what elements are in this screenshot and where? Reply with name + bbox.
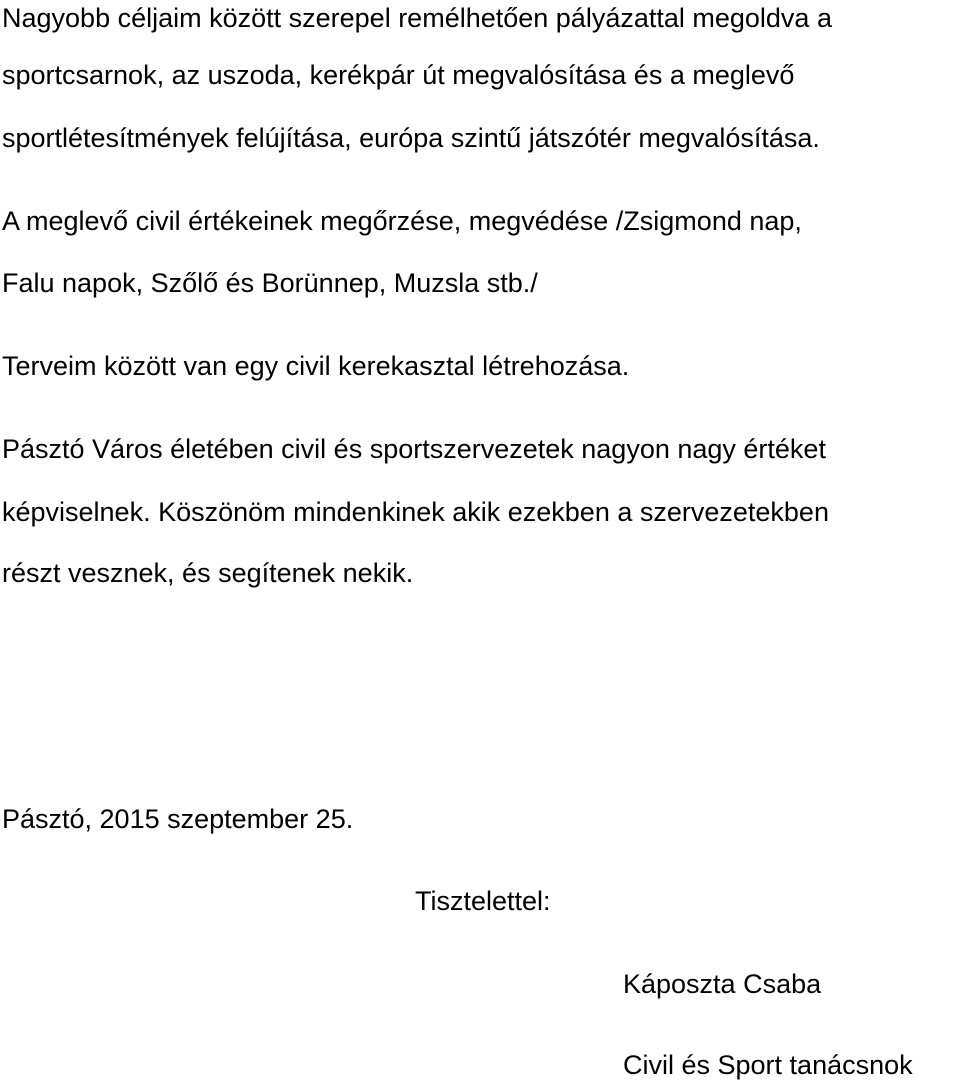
- paragraph-1-line-2: sportcsarnok, az uszoda, kerékpár út megvalósítása és a meglevő: [2, 60, 795, 90]
- paragraph-1-line-3: sportlétesítmények felújítása, európa szintű játszótér megvalósítása.: [2, 123, 820, 153]
- closing-salutation: Tisztelettel:: [415, 886, 551, 916]
- paragraph-2-line-2: Falu napok, Szőlő és Borünnep, Muzsla stb./: [2, 268, 538, 298]
- paragraph-4-line-1: Pásztó Város életében civil és sportszervezetek nagyon nagy értéket: [2, 434, 826, 464]
- paragraph-4-line-2: képviselnek. Köszönöm mindenkinek akik ezekben a szervezetekben: [2, 497, 829, 527]
- signature-name: Káposzta Csaba: [623, 969, 822, 999]
- paragraph-1-line-1: Nagyobb céljaim között szerepel remélhetően pályázattal megoldva a: [2, 3, 832, 33]
- date-line: Pásztó, 2015 szeptember 25.: [2, 804, 354, 834]
- paragraph-4-line-3: részt vesznek, és segítenek nekik.: [2, 558, 414, 588]
- signature-title: Civil és Sport tanácsnok: [623, 1050, 913, 1080]
- paragraph-3-line-1: Terveim között van egy civil kerekasztal létrehozása.: [2, 351, 630, 381]
- paragraph-2-line-1: A meglevő civil értékeinek megőrzése, megvédése /Zsigmond nap,: [2, 206, 802, 236]
